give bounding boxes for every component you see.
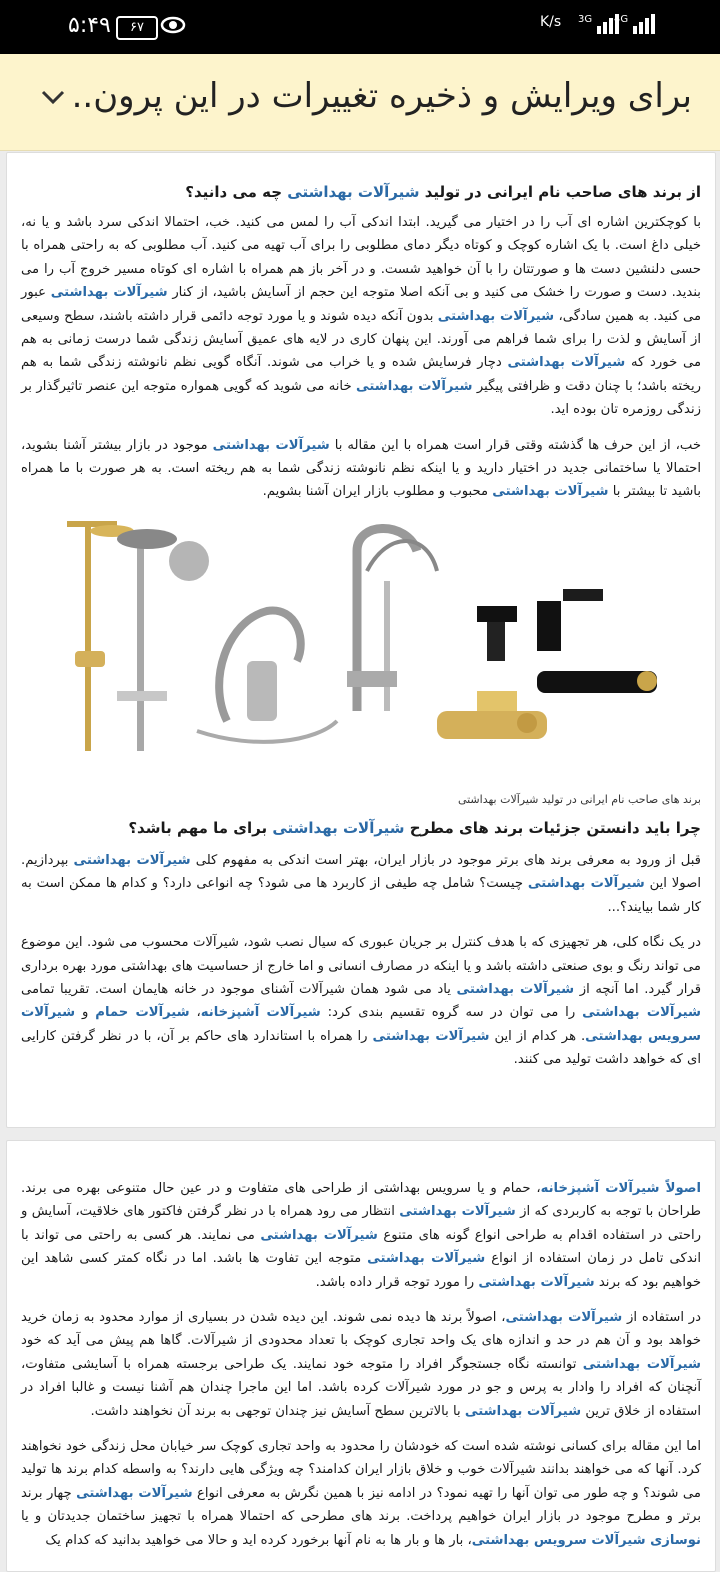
paragraph-5: اصولاً شیرآلات آشپزخانه، حمام و یا سرویس بهداشتی از طراحی های متفاوت و در عین حال متنوعی بهره می برند. طراحان با توجه به کاربردی که از شیرآلات بهداشتی انتظار می رود همراه با در نظر گرفتن فاکتور های خلاقیت، آسایش و راحتی در استفاده اقدام به طراحی انواع گونه های متنوع شیرآلات بهداشتی می نمایند. هر کسی به راحتی می تواند با اندکی تامل در زمان استفاده از انواع شیرآلات بهداشتی متوجه این تفاوت ها باشد. اما در نگاه کمتر کسی شاهد این خواهیم بود که برند شیرآلات بهداشتی را مورد توجه قرار داده باشد.	[21, 1181, 702, 1290]
link[interactable]: شیرآلات بهداشتی	[260, 1227, 378, 1243]
link[interactable]: شیرآلات بهداشتی	[527, 876, 645, 892]
network-speed: K/s	[540, 14, 562, 30]
paragraph-4: در یک نگاه کلی، هر تجهیزی که با هدف کنترل بر جریان عبوری که سیال نصب شود، شیرآلات محسوب می شود. این موضوع می تواند رنگ و بوی صنعتی داشته باشد و یا اینکه در مصارف انسانی و اما خارج از حساسیت های بهداشتی مورد بهره برداری قرار گیرد. اما آنچه از شیرآلات بهداشتی یاد می شود همان شیرآلات آشنای موجود در خانه هایمان است. تقریبا تمامی شیرآلات بهداشتی را می توان در سه گروه تقسیم بندی کرد: شیرآلات آشپزخانه، شیرآلات حمام و شیرآلات سرویس بهداشتی. هر کدام از این شیرآلات بهداشتی را همراه با استاندارد های حاکم بر آن، با در نظر گرفتن کارایی ای که خواهد داشت تولید می کنند.	[21, 935, 701, 1068]
faucets-image	[57, 511, 663, 761]
banner-title: برای ویرایش و ذخیره تغییرات در این پرون..	[71, 76, 692, 116]
article-bottom	[21, 1177, 701, 1552]
link[interactable]: شیرآلات بهداشتی	[356, 378, 473, 394]
link[interactable]: شیرآلات بهداشتی	[437, 308, 555, 324]
battery-icon: ۶۷	[116, 16, 158, 40]
link[interactable]: شیرآلات بهداشتی	[464, 1403, 582, 1419]
signal-icon-2: 4G	[614, 14, 657, 34]
link[interactable]: شیرآلات بهداشتی	[367, 1251, 486, 1267]
link[interactable]: شیرآلات بهداشتی	[582, 1005, 701, 1021]
link[interactable]: شیرآلات بهداشتی	[76, 1485, 193, 1501]
link[interactable]: شیرآلات بهداشتی	[456, 982, 575, 998]
link[interactable]: شیرآلات بهداشتی	[478, 1274, 595, 1290]
link[interactable]: نوسازی شیرآلات سرویس بهداشتی	[471, 1532, 701, 1548]
edit-banner[interactable]	[0, 54, 720, 151]
article-middle	[21, 817, 701, 1072]
link[interactable]: شیرآلات بهداشتی	[505, 1310, 623, 1326]
signal-icon: 3G	[578, 14, 621, 34]
eye-icon	[160, 12, 186, 44]
link[interactable]: اصولاً شیرآلات آشپزخانه	[540, 1181, 701, 1196]
paragraph-2: خب، از این حرف ها گذشته وقتی قرار است همراه با این مقاله با شیرآلات بهداشتی موجود در بازار بیشتر آشنا بشوید، احتمالا یا ساختمانی جدید در اختیار دارید و یا اینکه نظم نانوشته زندگی شما به هم ریخته است. به هر صورت با ما همراه باشید تا بیشتر با شیرآلات بهداشتی محبوب و مطلوب بازار ایران آشنا بشویم.	[21, 437, 701, 500]
link[interactable]: شیرآلات بهداشتی	[50, 285, 168, 301]
image-caption: برند های صاحب نام ایرانی در تولید شیرآلات بهداشتی	[457, 793, 701, 806]
link[interactable]: شیرآلات بهداشتی	[507, 355, 626, 371]
link[interactable]: شیرآلات بهداشتی	[582, 1356, 701, 1372]
article-heading: از برند های صاحب نام ایرانی در تولید شیرآلات بهداشتی چه می دانید؟	[185, 183, 701, 201]
status-time: ۵:۴۹	[68, 13, 111, 38]
article-top	[21, 181, 701, 504]
link[interactable]: شیرآلات بهداشتی	[372, 1028, 490, 1044]
link[interactable]: شیرآلات حمام	[95, 1005, 190, 1021]
paragraph-7: اما این مقاله برای کسانی نوشته شده است که خودشان را محدود به واحد تجاری کوچک سر خیابان محل زندگی خود نخواهند کرد. آنها که می خواهند بدانند شیرآلات خوب و خلاق بازار ایران کدامند؟ چه ویژگی هایی دارند؟ به واسطه کدام برند ها تولید می شوند؟ و چه طور می توان آنها را تهیه نمود؟ در ادامه نیز با همین نگرش به معرفی انواع شیرآلات بهداشتی چهار برند برتر و مطرح موجود در بازار ایران خواهیم پرداخت. برند های مطرحی که احتمالا همراه با تجهیز ساختمان جدیدتان و یا نوسازی شیرآلات سرویس بهداشتی، بار ها و بار ها به نام آنها برخورد کرده اید و حالا می خواهید بدانید که کدام یک	[21, 1439, 701, 1548]
link[interactable]: شیرآلات بهداشتی	[399, 1204, 516, 1220]
paragraph-1: با کوچکترین اشاره ای آب را در اختیار می گیرید. ابتدا اندکی آب را لمس می کنید. خب، احتمالا اندکی سرد باشد و یا نه، خیلی داغ است. با یک اشاره کوچک و کوتاه دیگر دمای مطلوبی را برای آب تهیه می کنید. آب مطلوبی که به راحتی همراه با حسی دلنشین دست ها و صورتتان را با آن خواهید شست. و در آخر باز هم همراه با اشاره ای کوتاه مسیر خروج آب را می بندید. دست و صورت را خشک می کنید و بی آنکه اصلا متوجه این حجم از آسایش باشید، از کنار شیرآلات بهداشتی عبور می کنید. به همین سادگی، شیرآلات بهداشتی بدون آنکه دیده شوند و یا مورد توجه دائمی قرار داشته باشند، سطح وسیعی از آسایش و لذت را برای شما فراهم می آورند. این پنهان کاری در لایه های عمیق آسایش زندگی شما درست زمانی به هم می خورد که شیرآلات بهداشتی دچار فرسایش شده و یا خراب می شوند. آنگاه گویی نظم نانوشته زندگی شما به هم ریخته باشد؛ با چنان دقت و ظرافتی پیگیر شیرآلات بهداشتی خانه می شوید که گویی همواره متوجه این عنصر تاثیرگذار بر زندگی روزمره تان بوده اید.	[21, 215, 702, 418]
link[interactable]: شیرآلات آشپزخانه	[200, 1005, 321, 1021]
link[interactable]: شیرآلات بهداشتی	[212, 437, 330, 453]
status-bar	[0, 0, 720, 54]
link[interactable]: شیرآلات سرویس بهداشتی	[21, 1005, 701, 1044]
paragraph-3: قبل از ورود به معرفی برند های برتر موجود در بازار ایران، بهتر است اندکی به مفهوم کلی شیرآلات بهداشتی بپردازیم. اصولا این شیرآلات بهداشتی چیست؟ شامل چه طیفی از کاربرد ها می شود؟ چه انواعی دارد؟ و کدام ها ممکن است به کار شما بیایند؟...	[21, 853, 701, 915]
link[interactable]: شیرآلات بهداشتی	[73, 853, 191, 868]
paragraph-6: در استفاده از شیرآلات بهداشتی، اصولاً برند ها دیده نمی شوند. این دیده شدن در بسیاری از موارد محدود به زمان خرید خواهد بود و آن هم در حد و اندازه های یک واحد تجاری کوچک با تعداد محدودی از شیرآلات. گاها هم پیش می آید که خود شیرآلات بهداشتی توانسته نگاه جستجوگر افراد را متوجه خود نمایند. یک طراحی برجسته همراه با آسایشی متفاوت، آنچنان که افراد را وادار به پرس و جو در مورد شیرآلات کرده باشد. اما این ماجرا چندان هم آشنا نیست و غالبا افراد در استفاده از خلاق ترین شیرآلات بهداشتی با بالاترین سطح آسایش نیز چندان توجهی به برند آن نخواهند داشت.	[21, 1310, 701, 1419]
link[interactable]: شیرآلات بهداشتی	[492, 484, 609, 500]
article-heading-2: چرا باید دانستن جزئیات برند های مطرح شیرآلات بهداشتی برای ما مهم باشد؟	[128, 819, 701, 837]
article-card	[6, 152, 716, 1128]
article-card-2	[6, 1140, 716, 1572]
